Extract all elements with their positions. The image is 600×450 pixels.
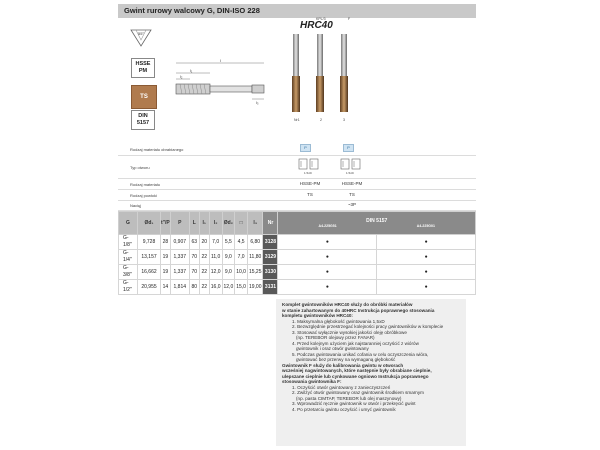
list-item: gwintownik i oraz otwór gwintowany	[296, 346, 369, 351]
cell: 15,25	[247, 265, 263, 280]
property-row-material-machined	[118, 143, 476, 156]
table-row	[119, 265, 476, 280]
code-f: A4-225G01	[416, 224, 435, 228]
property-label: Nacięj	[130, 203, 142, 208]
list-item: (np. pasta CIMTAP, TEREBOR lub olej maszynowy)	[296, 395, 402, 401]
cell: G-1/2"	[119, 280, 138, 295]
cell: 15,0	[235, 280, 248, 295]
material-icon-label: HSSE PM	[135, 61, 151, 74]
desc-f-3: ulepszane cieplnie lub cynkowane ogniowo Instrukcja poprawnego	[282, 373, 429, 379]
list-item: 4. Przed kolejnym użyciem jak najstaranniej oczyścić z wiórów	[292, 340, 419, 346]
property-label: Rodzaj materiału	[130, 182, 161, 187]
tap-dimension-drawing	[168, 55, 272, 105]
cell-nr: 3131	[263, 280, 278, 295]
cell: 19,00	[247, 280, 263, 295]
desc-f-4: stosowania gwintownika F:	[282, 379, 342, 384]
property-label: Typ otworu	[130, 165, 150, 170]
instructions-box	[276, 299, 466, 446]
table-row	[119, 280, 476, 295]
col-l2: l₂	[209, 212, 222, 235]
desc-intro-3: kompletu gwintowników HRC40:	[282, 313, 353, 318]
cell: 16,662	[138, 265, 161, 280]
coating-value-2: TS	[349, 192, 355, 197]
coating-icon: TS	[131, 85, 157, 109]
material-value-1: HSSE-PM	[299, 181, 321, 186]
cell: 20	[199, 235, 209, 250]
chamfer-value-2: ~3P	[347, 202, 357, 207]
cell: 13,157	[138, 250, 161, 265]
property-row-chamfer	[118, 201, 476, 211]
property-row-coating	[118, 190, 476, 201]
desc-f-1: Gwintownik F służy do kalibrowania gwintu w otworach	[282, 362, 404, 368]
cell: 6,80	[247, 235, 263, 250]
cell: 1,337	[170, 250, 189, 265]
cell-nr: 3130	[263, 265, 278, 280]
standard-icon-label: DIN 5157	[136, 113, 150, 126]
dim-label-l2: l₂	[180, 74, 183, 79]
cell: 16,0	[209, 280, 222, 295]
cell: 1,814	[170, 280, 189, 295]
cell: 9,728	[138, 235, 161, 250]
tap-label-1: Nr1	[294, 118, 300, 122]
availability-dot: ●	[278, 235, 377, 250]
property-label: Rodzaj materiału obrabianego	[130, 147, 184, 152]
desc-intro-1: Komplet gwintowników HRC40 służy do obróbki materiałów	[282, 302, 413, 307]
tap-label-2: 2	[320, 118, 322, 122]
cell-nr: 3129	[263, 250, 278, 265]
list-item: gwintować bez przerwy na wymaganą głębokość	[296, 357, 396, 362]
col-tp: t"/P	[161, 212, 171, 235]
blind-hole-icon	[298, 158, 320, 172]
list-item: 5. Podczas gwintowania unikać cofania w celu oczyszczenia wióra,	[292, 351, 429, 357]
availability-dot: ●	[278, 250, 377, 265]
dim-label-l: l	[220, 58, 221, 63]
cell: 0,907	[170, 235, 189, 250]
col-l3: l₃	[247, 212, 263, 235]
code-row	[278, 224, 475, 228]
cell: 10,0	[235, 265, 248, 280]
material-value-2: HSSE-PM	[341, 181, 363, 186]
cell: 11,80	[247, 250, 263, 265]
list-item: (np. TEREBOR olejowy przez FANAR)	[296, 335, 375, 340]
hole-depth-note-1: 1.5xD	[304, 171, 312, 175]
cell: 9,0	[222, 250, 235, 265]
col-d1: Ød₁	[138, 212, 161, 235]
dim-label-l3: l₃	[256, 100, 259, 105]
cell: 28	[161, 235, 171, 250]
series-title: HRC40	[300, 20, 333, 31]
property-row-material	[118, 179, 476, 190]
list-item: 1. Oczyścić otwór gwintowany z zanieczyszczeń	[292, 384, 391, 390]
table-row	[119, 250, 476, 265]
code-kpl: A4-225G51	[318, 224, 337, 228]
spec-table-header	[119, 212, 476, 235]
availability-dot: ●	[278, 265, 377, 280]
col-square: □	[235, 212, 248, 235]
column-header-kpl: KPL/3	[316, 17, 326, 21]
cell: 22	[199, 265, 209, 280]
cell: 4,5	[235, 235, 248, 250]
table-row	[119, 235, 476, 250]
column-header-f: F	[348, 17, 351, 21]
hole-depth-note-2: 1.5xD	[346, 171, 354, 175]
cell: 19	[161, 265, 171, 280]
col-l: L	[189, 212, 199, 235]
availability-dot: ●	[377, 250, 476, 265]
thread-angle-icon	[130, 26, 152, 48]
cell: 70	[189, 265, 199, 280]
cell: 19	[161, 250, 171, 265]
blind-hole-icon	[340, 158, 362, 172]
dim-label-l1: l₁	[190, 68, 193, 73]
list-item: 1. Maksymalna głębokość gwintowania 1,5xD	[292, 318, 385, 324]
availability-dot: ●	[377, 280, 476, 295]
col-nr: Nr	[263, 212, 278, 235]
tap-2	[316, 34, 324, 112]
cell: 7,0	[235, 250, 248, 265]
list-item: 3. Wprowadzić ręcznie gwintownik w otwór i przekręcić gwint	[292, 401, 416, 406]
cell: 70	[189, 250, 199, 265]
availability-dot: ●	[377, 235, 476, 250]
desc-f-2: wcześniej nagwintowanych, które następnie były obrabiane cieplnie,	[282, 368, 432, 373]
material-p-badge-2: P	[343, 144, 354, 152]
spec-table	[118, 211, 476, 295]
cell: 14	[161, 280, 171, 295]
list-item: 4. Po przetarciu gwintu oczyścić i umyć gwintownik	[292, 406, 396, 412]
desc-intro-2: w stanie zahartowanym do 40HRC Instrukcja poprawnego stosowania	[282, 307, 435, 313]
cell: 20,955	[138, 280, 161, 295]
cell: 22	[199, 280, 209, 295]
property-row-hole-type	[118, 156, 476, 179]
page-title: Gwint rurowy walcowy G, DIN-ISO 228	[124, 6, 260, 15]
tap-label-3: 3	[343, 118, 345, 122]
cell-nr: 3128	[263, 235, 278, 250]
property-label: Rodzaj powłoki	[130, 193, 157, 198]
standard-icon	[131, 110, 155, 130]
cell: G-1/8"	[119, 235, 138, 250]
col-l1: l₁	[199, 212, 209, 235]
svg-text:55°: 55°	[137, 31, 145, 36]
cell: G-3/8"	[119, 265, 138, 280]
list-item: 2. Bezwzględnie przestrzegać kolejności pracy gwintowników w komplecie	[292, 324, 444, 329]
taps-illustration	[290, 28, 370, 118]
cell: 80	[189, 280, 199, 295]
tap-1	[292, 34, 300, 112]
din-group-label: DIN 5157	[366, 218, 388, 224]
cell: 7,0	[209, 235, 222, 250]
list-item: 3. Stosować wyłącznie wysokiej jakości oleję obróbkowe	[292, 329, 407, 335]
cell: 22	[199, 250, 209, 265]
tap-3	[340, 34, 348, 112]
cell: 12,0	[222, 280, 235, 295]
availability-dot: ●	[278, 280, 377, 295]
cell: G-1/4"	[119, 250, 138, 265]
cell: 12,0	[209, 265, 222, 280]
cell: 5,5	[222, 235, 235, 250]
list-item: 2. Zwilżyć otwór gwintowany oraz gwintownik środkiem smarnym	[292, 390, 424, 395]
cell: 63	[189, 235, 199, 250]
col-g: G	[119, 212, 138, 235]
coating-value-1: TS	[307, 192, 313, 197]
col-group-din	[278, 212, 476, 235]
col-p: P	[170, 212, 189, 235]
cell: 9,0	[222, 265, 235, 280]
availability-dot: ●	[377, 265, 476, 280]
cell: 11,0	[209, 250, 222, 265]
cell: 1,337	[170, 265, 189, 280]
col-d2: Ød₂	[222, 212, 235, 235]
material-p-badge-1: P	[300, 144, 311, 152]
material-icon	[131, 58, 155, 78]
